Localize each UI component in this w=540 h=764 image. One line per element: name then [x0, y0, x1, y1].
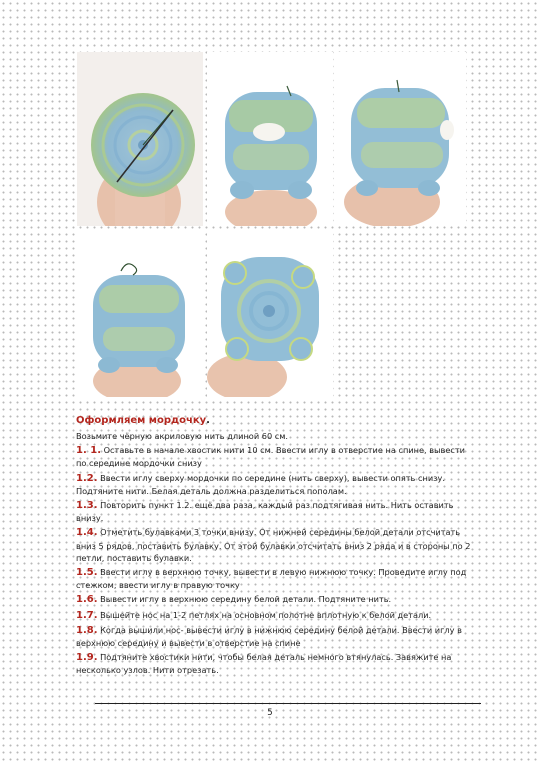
step-text: Отметить булавками 3 точки внизу. От нижней середины белой детали отсчитать вниз 5 рядов, поставить булавку. От этой булавки отсчитать вниз 2 ряда и в стороны по 2 петли, поставить булавки.: [76, 527, 471, 563]
crochet-bottom-legs-photo: [207, 231, 333, 397]
step-number: 1.4.: [76, 527, 98, 539]
step-number: 1. 1.: [76, 445, 101, 457]
step-text: Ввести иглу в верхнюю точку, вывести в левую нижнюю точку. Проведите иглу под стежком, ввести иглу в правую точку: [76, 567, 467, 591]
step-text: Оставьте в начале хвостик нити 10 см. Ввести иглу в отверстие на спине, вывести по середине мордочки снизу: [76, 445, 465, 469]
crochet-back-photo: [207, 52, 333, 226]
intro-paragraph: Возьмите чёрную акриловую нить длиной 60 см.: [76, 431, 289, 441]
heading-dot: .: [206, 415, 210, 426]
page-number: 5: [267, 708, 273, 718]
step-1-4: [76, 526, 474, 564]
step-1-5: [76, 566, 474, 591]
instructions-text: [76, 414, 474, 679]
crochet-bottom-legs-photo-icon: [207, 231, 333, 397]
step-text: Когда вышили нос- вывести иглу в нижнюю середину белой детали. Ввести иглу в верхнюю середину и вывести в отверстие на спине: [76, 624, 462, 649]
step-text: Ввести иглу сверху мордочки по середине (нить сверху), вывести опять снизу. Подтяните нити. Белая деталь должна разделиться пополам.: [76, 472, 445, 496]
step-1-8: [76, 624, 474, 649]
step-1-7: [76, 609, 474, 622]
step-1-1: [76, 444, 474, 469]
step-text: Повторить пункт 1.2. ещё два раза, каждый раз подтягивая нить. Нить оставить внизу.: [76, 500, 454, 524]
step-1-3: [76, 499, 474, 524]
section-heading: [76, 414, 474, 428]
step-1-9: [76, 651, 474, 676]
step-text: Подтяните хвостики нити, чтобы белая деталь немного втянулась. Завяжите на несколько узлов. Нити отрезать.: [76, 652, 452, 676]
step-text: Вывести иглу в верхнюю середину белой детали. Подтяните нить.: [97, 594, 392, 605]
step-number: 1.3.: [76, 500, 98, 512]
step-number: 1.9.: [76, 652, 98, 664]
crochet-bottom-photo-icon: [77, 52, 203, 226]
crochet-back-photo-icon: [77, 231, 203, 397]
crochet-back-photo-2: [337, 52, 466, 226]
step-number: 1.5.: [76, 567, 98, 579]
step-number: 1.2.: [76, 472, 98, 484]
step-text: Вышейте нос на 1-2 петлях на основном полотне вплотную к белой детали.: [97, 609, 432, 620]
crochet-back-photo-3: [77, 231, 203, 397]
crochet-back-photo-icon: [337, 52, 466, 226]
step-1-2: [76, 472, 474, 497]
step-number: 1.6.: [76, 594, 98, 606]
heading-text: Оформляем мордочку: [76, 415, 207, 426]
step-1-6: [76, 593, 474, 606]
step-number: 1.7.: [76, 609, 98, 621]
step-number: 1.8.: [76, 624, 98, 636]
crochet-bottom-photo: [77, 52, 203, 226]
crochet-back-photo-icon: [207, 52, 333, 226]
footer-divider: [95, 703, 481, 704]
